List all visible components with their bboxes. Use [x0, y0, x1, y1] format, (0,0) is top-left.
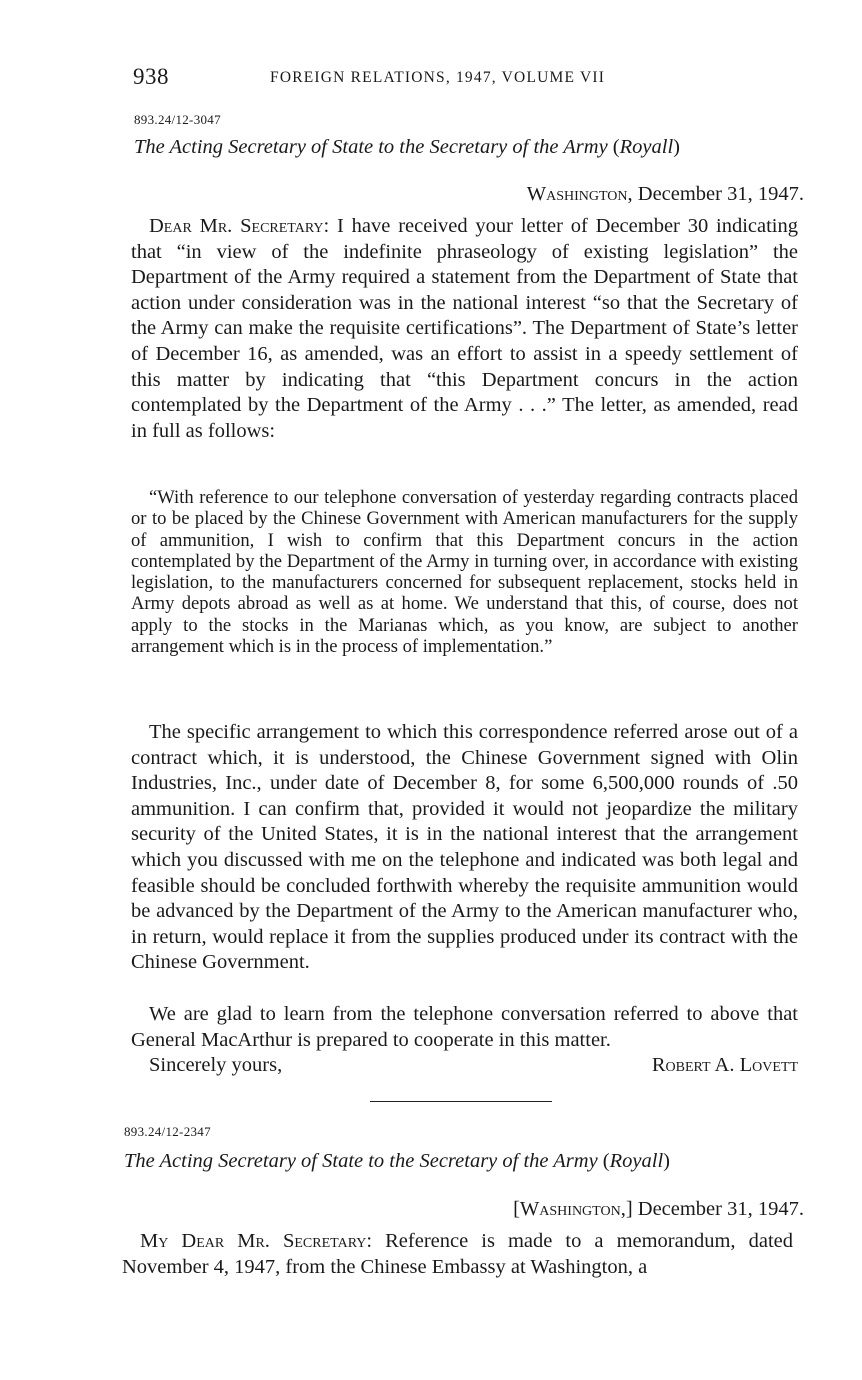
doc1-paragraph-3: We are glad to learn from the telephone conversation referred to above that General MacArthur is prepared to cooperate in this matter.	[131, 1003, 798, 1051]
page-number: 938	[133, 64, 169, 89]
doc2-heading-paren-open: (	[597, 1150, 610, 1172]
doc1-quoted-letter: “With reference to our telephone conversation of yesterday regarding contracts placed or to be placed by the Chinese Government with American manufacturers for the supply of ammunition, I wish to confirm that this Department concurs in the action contemplated by the Department of the Army in turning over, in accordance with existing legislation, to the manufacturers concerned for subsequent replacement, stocks held in Army depots abroad as well as at home. We understand that this, of course, does not apply to the stocks in the Marianas which, as you know, are subject to another arrangement which is in the process of implementation.”	[131, 487, 798, 658]
doc2-dateline-date: ,] December 31, 1947.	[620, 1198, 804, 1220]
doc1-paragraph-1-text: : I have received your letter of December 30 indicating that “in view of the indefinite phraseology of existing legislation” the Department of the Army required a statement from the Department of State that action under consideration was in the national interest “so that the Secretary of the Army can make the requisite certifications”. The Department of State’s letter of December 16, as amended, was an effort to assist in a speedy settlement of this matter by indicating that “this Department concurs in the action contemplated by the Department of the Army . . .” The letter, as amended, read in full as follows:	[131, 215, 798, 442]
doc1-paragraph-1	[131, 214, 798, 444]
doc2-paragraph-1	[122, 1229, 793, 1280]
doc2-heading-name: Royall	[609, 1150, 664, 1172]
doc1-salutation: Dear Mr. Secretary	[149, 215, 324, 237]
doc2-paragraph-1-text: : Reference is made to a memorandum, dated November 4, 1947, from the Chinese Embassy at Washington, a	[122, 1230, 793, 1278]
doc1-file-number: 893.24/12-3047	[134, 112, 221, 127]
doc1-heading-paren-open: (	[607, 136, 620, 158]
doc2-heading-text: The Acting Secretary of State to the Secretary of the Army	[124, 1150, 598, 1172]
doc2-file-number: 893.24/12-2347	[124, 1124, 211, 1139]
doc1-dateline-date: , December 31, 1947.	[627, 183, 804, 205]
doc2-dateline-open: [	[513, 1198, 520, 1220]
section-divider	[370, 1101, 552, 1102]
doc1-heading	[134, 136, 680, 159]
doc1-paragraph-2: The specific arrangement to which this correspondence referred arose out of a contract which, it is understood, the Chinese Government signed with Olin Industries, Inc., under date of December 8, for some 6,500,000 rounds of .50 ammunition. I can confirm that, provided it would not jeopardize the military security of the United States, it is in the national interest that the arrangement which you discussed with me on the telephone and indicated was both legal and feasible should be concluded forthwith whereby the requisite ammunition would be advanced by the Department of the Army to the American manufacturer who, in return, would replace it from the supplies produced under its contract with the Chinese Government.	[131, 721, 798, 974]
doc1-heading-paren-close: )	[673, 136, 680, 158]
doc1-dateline	[527, 183, 804, 206]
doc1-heading-text: The Acting Secretary of State to the Secretary of the Army	[134, 136, 608, 158]
running-title: FOREIGN RELATIONS, 1947, VOLUME VII	[270, 69, 606, 86]
doc1-signature: Robert A. Lovett	[651, 1054, 798, 1076]
doc1-closing	[131, 1054, 798, 1082]
doc2-heading-paren-close: )	[663, 1150, 670, 1172]
doc2-salutation: My Dear Mr. Secretary	[140, 1230, 367, 1252]
doc1-heading-name: Royall	[619, 136, 674, 158]
doc2-heading	[124, 1150, 670, 1173]
running-head	[133, 64, 803, 94]
doc2-dateline	[513, 1198, 804, 1221]
doc1-valediction: Sincerely yours,	[149, 1054, 283, 1076]
doc1-dateline-place: Washington	[526, 183, 628, 205]
doc2-dateline-place: Washington	[519, 1198, 621, 1220]
